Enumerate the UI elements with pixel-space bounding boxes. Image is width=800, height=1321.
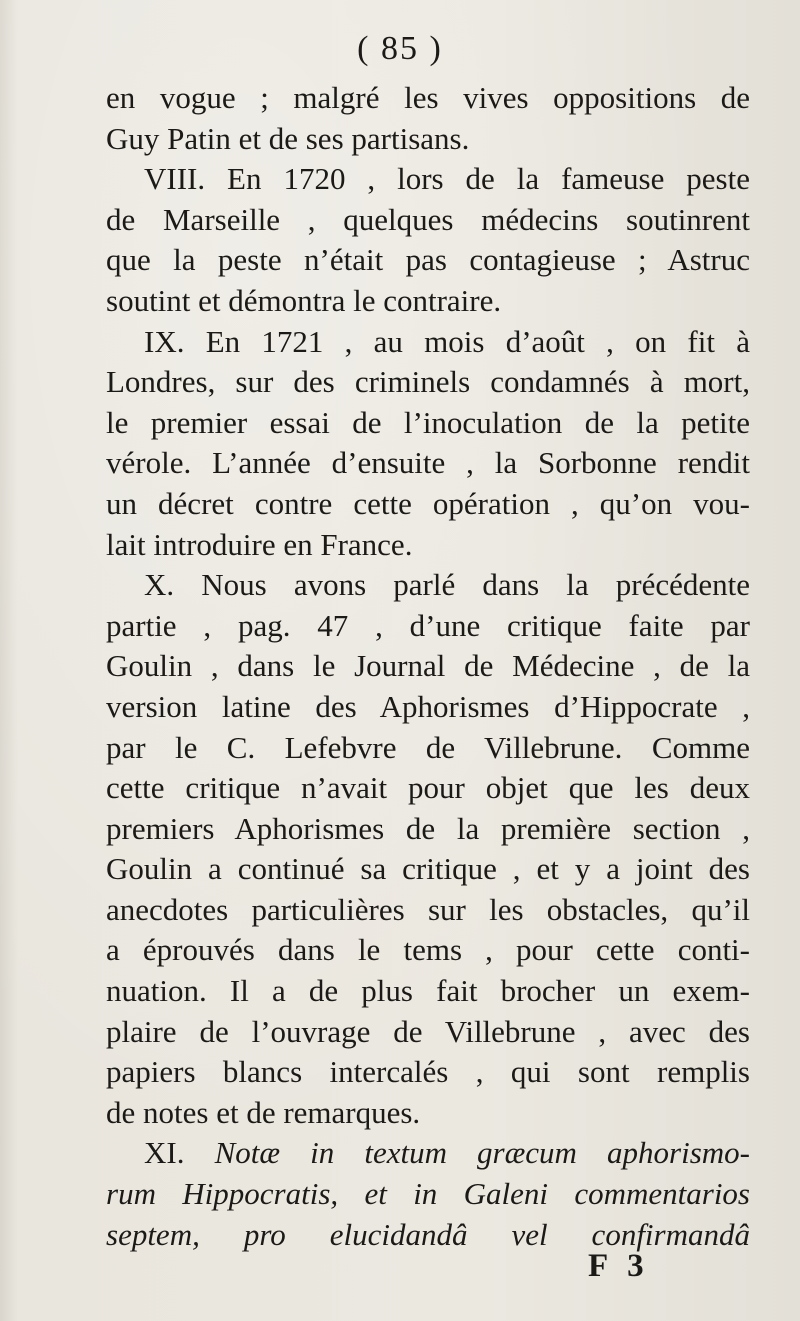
text-line: lait introduire en France. xyxy=(106,526,413,562)
text-line: Guy Patin et de ses partisans. xyxy=(106,120,470,156)
latin-title-line: septem, pro elucidandâ vel confirmandâ xyxy=(106,1216,750,1252)
text-line: de notes et de remarques. xyxy=(106,1094,421,1130)
paragraph-viii-start: VIII. En 1720 , lors de la fameuse peste xyxy=(144,161,750,197)
text-line: nuation. Il a de plus fait brocher un exem- xyxy=(106,973,750,1009)
paragraph-x-start: X. Nous avons parlé dans la précédente xyxy=(144,567,750,603)
text-line: premiers Aphorismes de la première section , xyxy=(106,810,750,846)
text-line: version latine des Aphorismes d’Hippocrate , xyxy=(106,688,750,724)
paragraph-ix-start: IX. En 1721 , au mois d’août , on fit à xyxy=(144,323,750,359)
paragraph-xi-start xyxy=(106,1133,750,1174)
page-number: ( 85 ) xyxy=(357,30,443,67)
text-line: de Marseille , quelques médecins soutinrent xyxy=(106,201,750,237)
text-line: un décret contre cette opération , qu’on vou- xyxy=(106,485,750,521)
text-line: partie , pag. 47 , d’une critique faite par xyxy=(106,607,750,643)
latin-title-line: rum Hippocratis, et in Galeni commentarios xyxy=(106,1176,750,1212)
text-line: le premier essai de l’inoculation de la petite xyxy=(106,404,750,440)
text-line: papiers blancs intercalés , qui sont remplis xyxy=(106,1054,750,1090)
text-line: Londres, sur des criminels condamnés à mort, xyxy=(106,364,750,400)
text-line: Goulin a continué sa critique , et y a joint des xyxy=(106,851,750,887)
text-line: anecdotes particulières sur les obstacles, qu’il xyxy=(106,891,750,927)
body-text xyxy=(106,78,750,1255)
text-line: que la peste n’était pas contagieuse ; Astruc xyxy=(106,242,750,278)
text-line: Goulin , dans le Journal de Médecine , de la xyxy=(106,648,750,684)
text-line: soutint et démontra le contraire. xyxy=(106,282,502,318)
text-line: en vogue ; malgré les vives oppositions de xyxy=(106,80,750,115)
text-line: cette critique n’avait pour objet que les deux xyxy=(106,770,750,806)
text-line: par le C. Lefebvre de Villebrune. Comme xyxy=(106,729,750,765)
signature-mark: F 3 xyxy=(588,1248,650,1284)
text-line: vérole. L’année d’ensuite , la Sorbonne rendit xyxy=(106,445,750,481)
text-line: a éprouvés dans le tems , pour cette conti- xyxy=(106,932,750,968)
paragraph-numeral: XI. xyxy=(144,1135,185,1171)
latin-title: Notæ in textum græcum aphorismo- xyxy=(214,1135,750,1171)
text-line: plaire de l’ouvrage de Villebrune , avec des xyxy=(106,1013,750,1049)
